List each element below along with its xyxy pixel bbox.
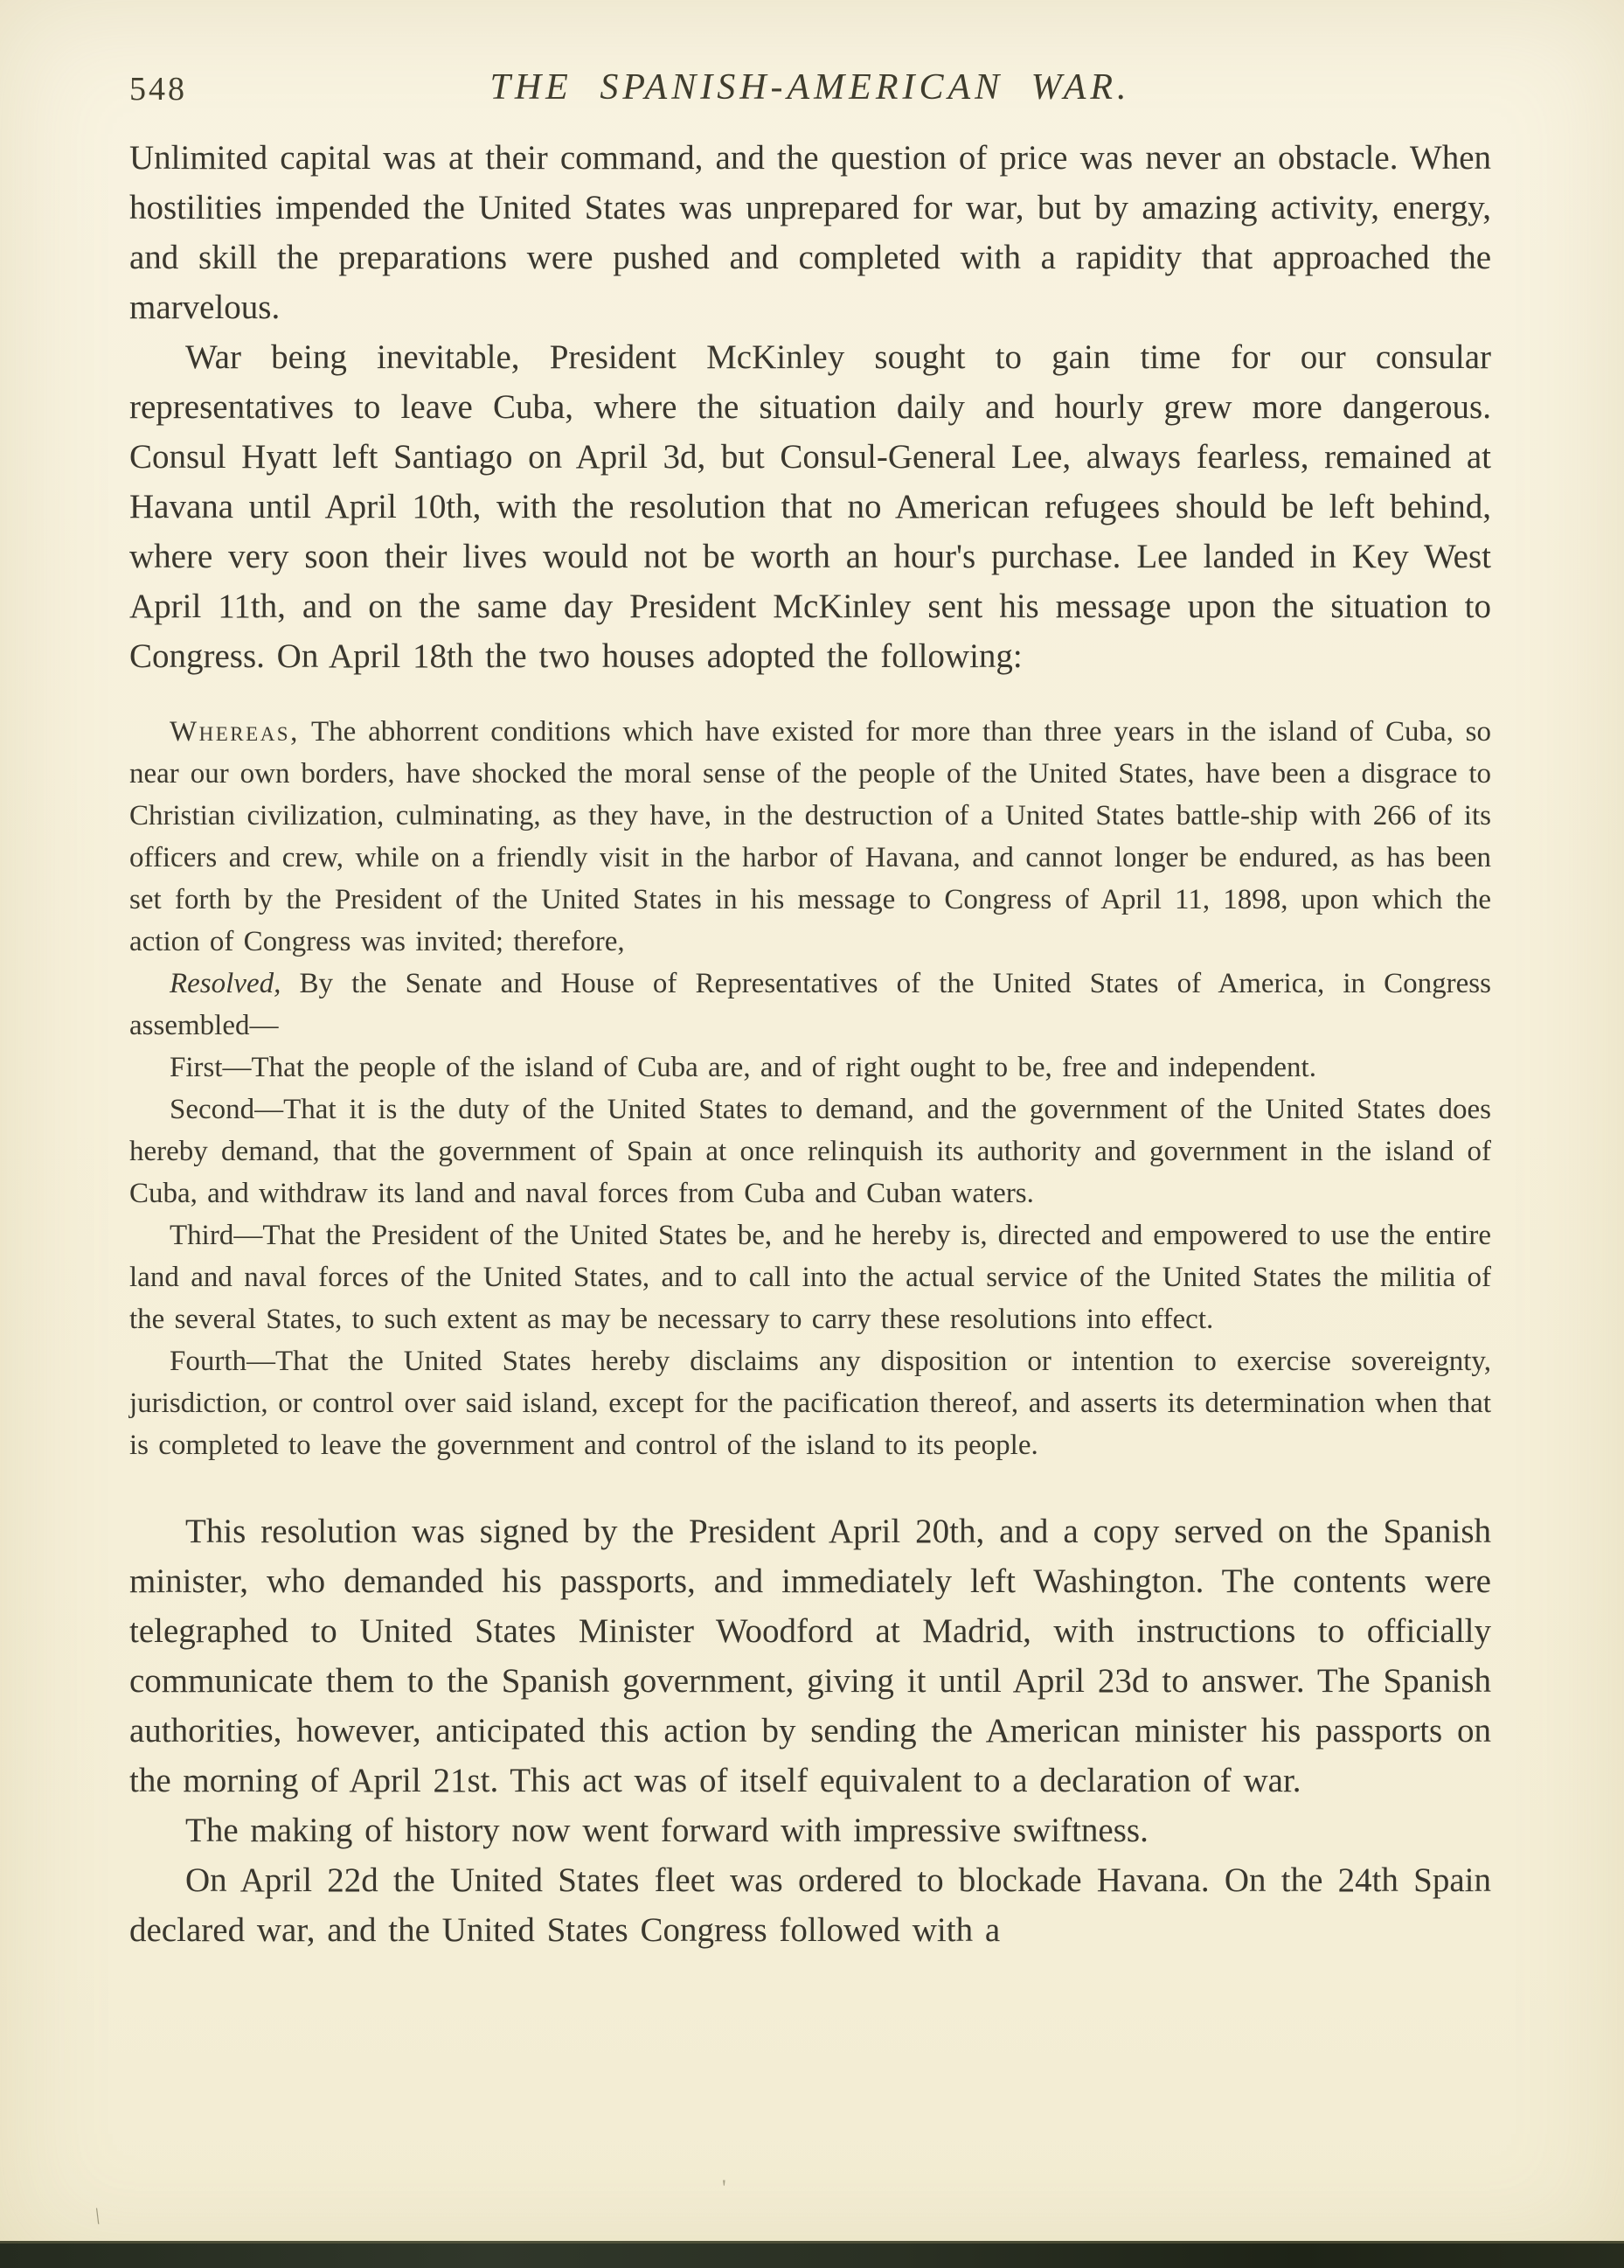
paragraph-resolution-signed: This resolution was signed by the President April 20th, and a copy served on the Spanish minister, who demanded his passports, and immediately left Washington. The contents were telegraphed to United States Minister Woodford at Madrid, with instructions to officially communicate them to the Spanish government, giving it until April 23d to answer. The Spanish authorities, however, anticipated this action by sending the American minister his passports on the morning of April 21st. This act was of itself equivalent to a declaration of war.	[129, 1513, 1491, 1799]
resolution-block	[129, 711, 1491, 1466]
resolved-text: By the Senate and House of Representatives of the United States of America, in Congress assembled—	[129, 968, 1491, 1041]
paragraph-unlimited-capital: Unlimited capital was at their command, and the question of price was never an obstacle. When hostilities impended the United States was unprepared for war, but by amazing activity, energy, and skill the preparations were pushed and completed with a rapidity that approached the marvelous.	[129, 139, 1491, 326]
paragraph-making-history: The making of history now went forward with impressive swiftness.	[185, 1812, 1149, 1849]
clause-first: First—That the people of the island of Cuba are, and of right ought to be, free and independent.	[170, 1052, 1316, 1083]
resolved-leadin: Resolved,	[170, 968, 281, 999]
whereas-leadin: Whereas,	[170, 716, 300, 748]
running-title: THE SPANISH-AMERICAN WAR.	[489, 67, 1131, 108]
scan-speck-right: '	[722, 2175, 726, 2201]
paragraph-war-inevitable: War being inevitable, President McKinley sought to gain time for our consular representatives to leave Cuba, where the situation daily and hourly grew more dangerous. Consul Hyatt left Santiago on April 3d, but Consul-General Lee, always fearless, remained at Havana until April 10th, with the resolution that no American refugees should be left behind, where very soon their lives would not be worth an hour's purchase. Lee landed in Key West April 11th, and on the same day President McKinley sent his message upon the situation to Congress. On April 18th the two houses adopted the following:	[129, 338, 1491, 675]
whereas-paragraph	[129, 711, 1491, 963]
scan-bottom-edge	[0, 2241, 1624, 2268]
clause-fourth: Fourth—That the United States hereby disclaims any disposition or intention to exercise sovereignty, jurisdiction, or control over said island, except for the pacification thereof, and asserts its determination when that is completed to leave the government and control of the island to its people.	[129, 1346, 1491, 1461]
page-number: 548	[129, 71, 187, 108]
clause-third: Third—That the President of the United States be, and he hereby is, directed and empowered to use the entire land and naval forces of the United States, and to call into the actual service of the United States the militia of the several States, to such extent as may be necessary to carry these resolutions into effect.	[129, 1220, 1491, 1335]
clause-second: Second—That it is the duty of the United States to demand, and the government of the United States does hereby demand, that the government of Spain at once relinquish its authority and government in the island of Cuba, and withdraw its land and naval forces from Cuba and Cuban waters.	[129, 1094, 1491, 1209]
whereas-text: The abhorrent conditions which have existed for more than three years in the island of Cuba, so near our own borders, have shocked the moral sense of the people of the United States, have been a disgrace to Christian civilization, culminating, as they have, in the destruction of a United States battle-ship with 266 of its officers and crew, while on a friendly visit in the harbor of Havana, and cannot longer be endured, as has been set forth by the President of the United States in his message to Congress of April 11, 1898, upon which the action of Congress was invited; therefore,	[129, 716, 1491, 957]
page-header	[129, 63, 1491, 108]
resolved-paragraph	[129, 963, 1491, 1047]
paragraph-april-22: On April 22d the United States fleet was ordered to blockade Havana. On the 24th Spain declared war, and the United States Congress followed with a	[129, 1861, 1491, 1949]
scan-speck-left: \	[92, 2202, 104, 2230]
page-body	[129, 133, 1491, 1955]
